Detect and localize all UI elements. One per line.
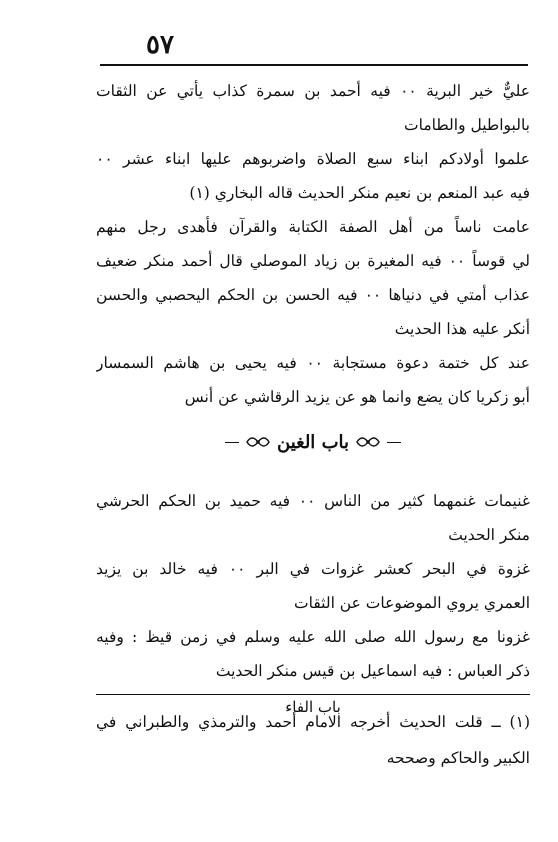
entry (96, 210, 530, 278)
text-line: عليٌّ خير البرية ٠٠ فيه أحمد بن سمرة كذاب يأتي عن الثقات (96, 82, 530, 100)
text-line: علموا أولادكم ابناء سبع الصلاة واضربوهم عليها ابناء عشر ٠٠ (96, 150, 530, 168)
body-text (96, 74, 530, 726)
text-line: غزونا مع رسول الله صلى الله عليه وسلم في زمن قيظ : وفيه (96, 628, 530, 646)
entry (96, 620, 530, 688)
dash-ornament (387, 442, 401, 443)
text-line: ذكر العباس : فيه اسماعيل بن قيس منكر الحديث (215, 662, 530, 680)
page-number: ٥٧ (146, 30, 174, 60)
section-title: باب الغين (277, 431, 350, 453)
text-line: عند كل ختمة دعوة مستجابة ٠٠ فيه يحيى بن هاشم السمسار (96, 354, 530, 372)
dash-ornament (225, 442, 239, 443)
entry (96, 484, 530, 552)
text-line: بالبواطيل والطامات (404, 116, 530, 134)
entry (96, 278, 530, 346)
text-line: فيه عبد المنعم بن نعيم منكر الحديث قاله البخاري (١) (189, 184, 530, 202)
section-heading (96, 414, 530, 470)
text-line: غزوة في البحر كعشر غزوات في البر ٠٠ فيه خالد بن يزيد (96, 560, 530, 578)
footnote-line: الكبير والحاكم وصححه (386, 749, 530, 767)
entry (96, 74, 530, 142)
footnote (96, 704, 530, 776)
text-line: أنكر عليه هذا الحديث (394, 320, 530, 338)
text-line: عامت ناساً من أهل الصفة الكتابة والقرآن فأهدى رجل منهم (96, 218, 530, 236)
floral-ornament-icon (245, 433, 271, 451)
text-line: غنيمات غنمهما كثير من الناس ٠٠ فيه حميد بن الحكم الحرشي (96, 492, 530, 510)
floral-ornament-icon (355, 433, 381, 451)
entry (96, 142, 530, 210)
text-line: لي قوساً ٠٠ فيه المغيرة بن زياد الموصلي قال أحمد منكر ضعيف (96, 252, 530, 270)
text-line: عذاب أمتي في دنياها ٠٠ فيه الحسن بن الحكم اليحصبي والحسن (96, 286, 530, 304)
footnote-line: (١) ــ قلت الحديث أخرجه الامام أحمد والترمذي والطبراني في (96, 713, 530, 731)
text-line: العمري يروي الموضوعات عن الثقات (294, 594, 530, 612)
entry (96, 552, 530, 620)
section-title: باب الفاء (285, 698, 341, 716)
entry (96, 346, 530, 414)
footnote-rule (96, 694, 530, 695)
text-line: منكر الحديث (448, 526, 530, 544)
header-rule (100, 64, 528, 66)
text-line: أبو زكريا كان يضع وانما هو عن يزيد الرقاشي عن أنس (184, 388, 530, 406)
